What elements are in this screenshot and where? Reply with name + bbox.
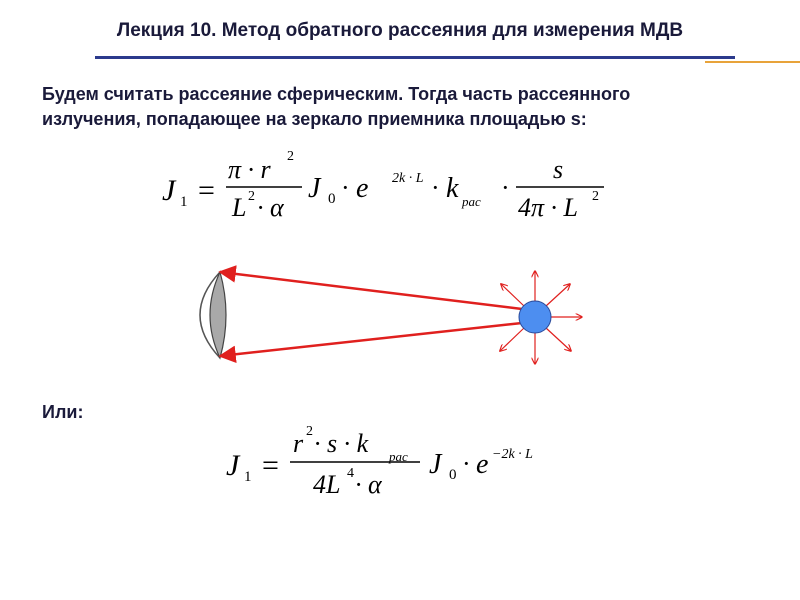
or-label: Или: bbox=[42, 402, 84, 422]
f1-eq: = bbox=[198, 174, 215, 207]
scatter-ray-upper-left bbox=[501, 284, 524, 306]
scatter-ray-lower-right bbox=[546, 328, 571, 351]
f1-e: e bbox=[356, 173, 369, 204]
f2-num-sub: рас bbox=[389, 449, 408, 464]
f1-frac1-den-sup: 2 bbox=[248, 189, 255, 204]
receiver-mirror bbox=[200, 272, 226, 358]
f2-e: e bbox=[476, 449, 489, 480]
f1-frac2-den: 4π · L bbox=[518, 193, 578, 222]
f2-den-rest: · α bbox=[355, 470, 382, 499]
formula-1 bbox=[162, 149, 604, 222]
f1-dot3: · bbox=[501, 173, 510, 202]
f1-j0: J bbox=[308, 173, 321, 204]
f1-frac1-num-sup: 2 bbox=[287, 149, 294, 164]
f2-j0-sub: 0 bbox=[449, 467, 457, 483]
f1-dot1: · bbox=[341, 173, 350, 202]
f1-exp: 2k · L bbox=[392, 171, 424, 186]
f2-den: 4L bbox=[313, 470, 341, 499]
f2-dot: · bbox=[462, 449, 471, 478]
scatter-ray-upper-right bbox=[546, 284, 570, 306]
f1-lhs-sub: 1 bbox=[180, 194, 188, 210]
f1-dot2: · bbox=[431, 173, 440, 202]
intro-line-1: Будем считать рассеяние сферическим. Тогда часть рассеянного bbox=[42, 84, 631, 104]
f1-lhs: J bbox=[162, 174, 176, 207]
f1-k-sub: рас bbox=[462, 194, 481, 209]
f2-eq: = bbox=[262, 449, 279, 482]
f1-frac1-den-rest: · α bbox=[257, 193, 284, 222]
scatter-sphere bbox=[519, 301, 551, 333]
return-ray-lower bbox=[220, 323, 522, 356]
f2-lhs: J bbox=[226, 449, 240, 482]
f2-num: r bbox=[293, 429, 304, 458]
f2-j0: J bbox=[429, 449, 442, 480]
f1-frac1-num: π · r bbox=[228, 155, 271, 184]
f1-frac1-den: L bbox=[232, 193, 247, 222]
formula-2 bbox=[226, 424, 533, 499]
f2-num-rest: · s · k bbox=[314, 429, 369, 458]
f1-k: k bbox=[446, 173, 459, 204]
f2-lhs-sub: 1 bbox=[244, 469, 252, 485]
return-ray-upper bbox=[220, 272, 522, 309]
f2-exp: −2k · L bbox=[492, 447, 533, 462]
f1-frac2-num: s bbox=[553, 155, 564, 184]
f1-frac2-den-sup: 2 bbox=[592, 189, 599, 204]
scatter-ray-lower-left bbox=[500, 328, 524, 351]
f2-den-sup: 4 bbox=[347, 466, 354, 481]
intro-line-2: излучения, попадающее на зеркало приемника площадью s: bbox=[42, 109, 587, 129]
f2-num-sup: 2 bbox=[306, 424, 313, 439]
slide-title: Лекция 10. Метод обратного рассеяния для измерения МДВ bbox=[116, 20, 684, 41]
f1-j0-sub: 0 bbox=[328, 191, 336, 207]
